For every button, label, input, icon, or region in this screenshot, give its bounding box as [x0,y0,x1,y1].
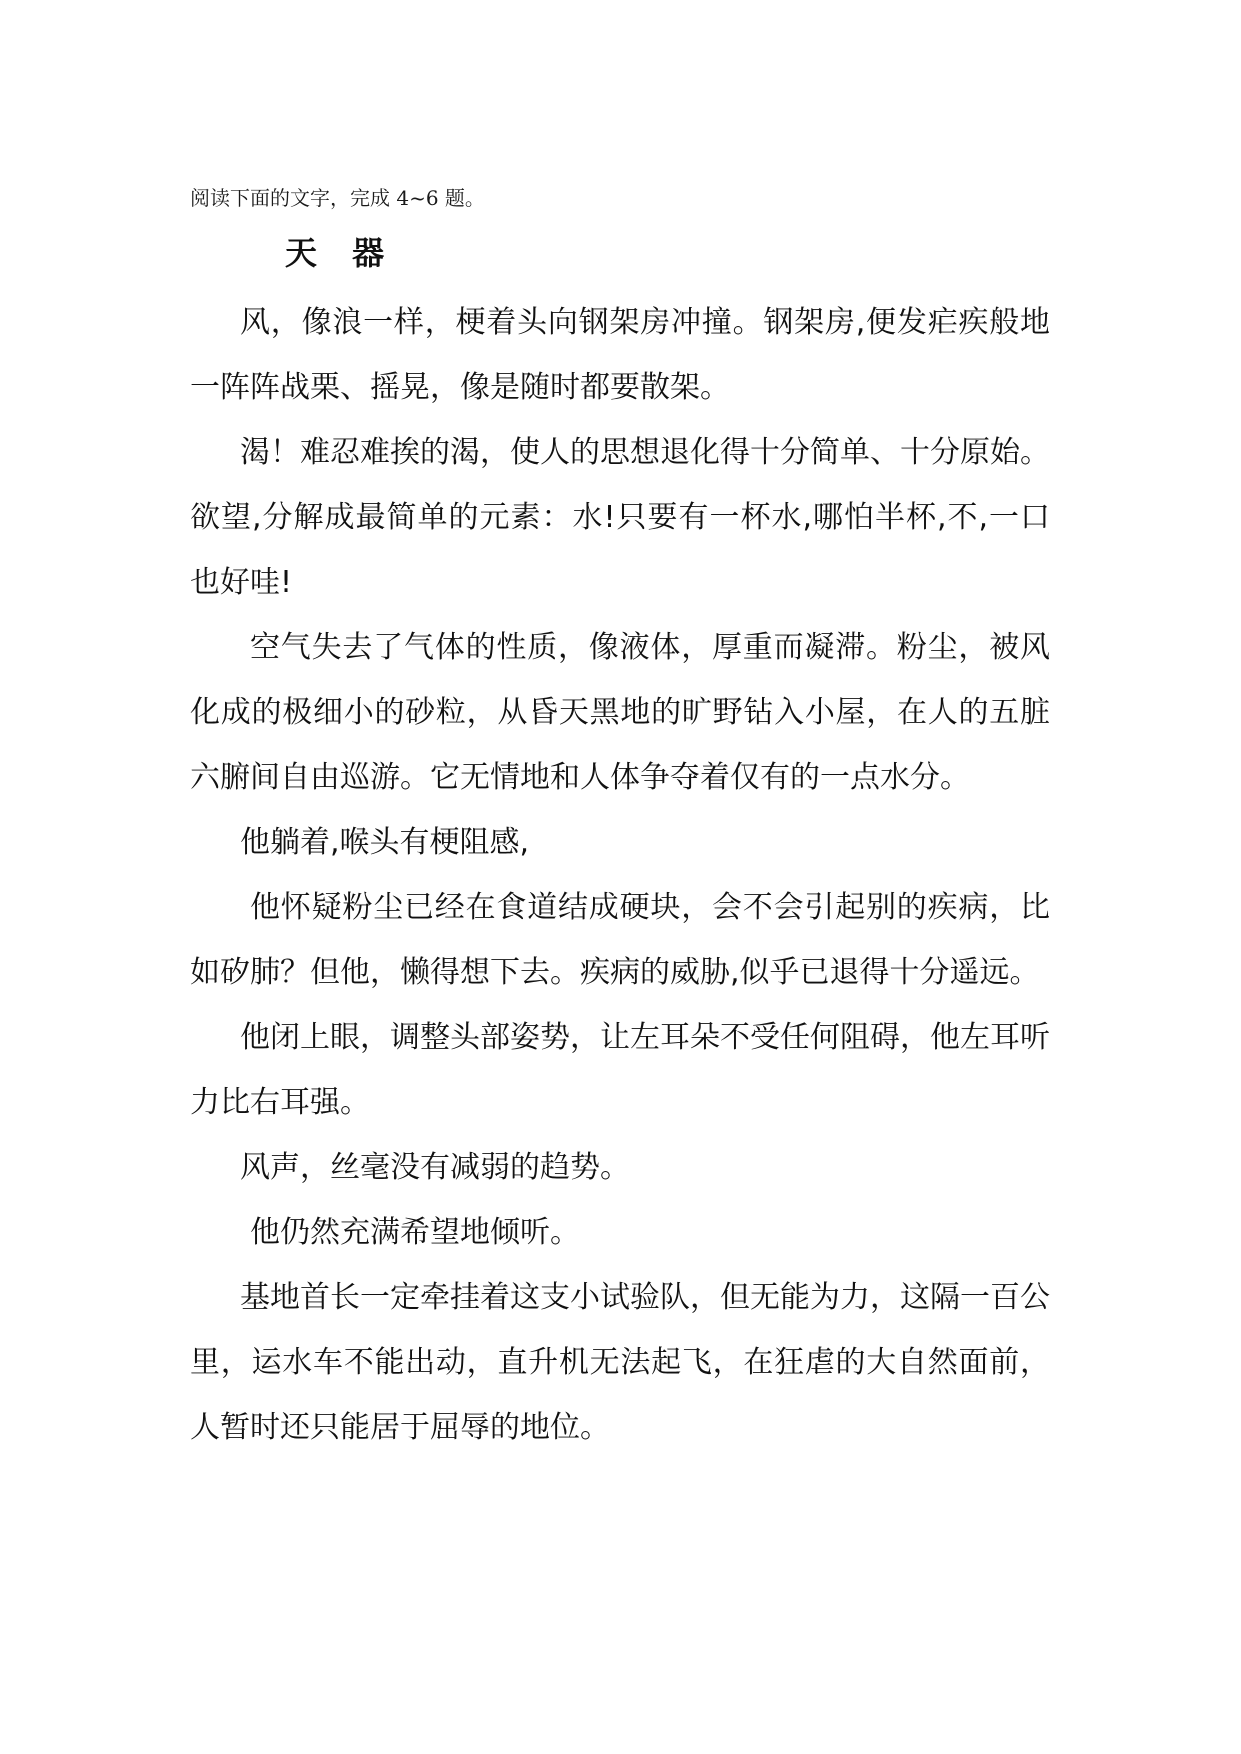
passage-body [190,290,1050,1460]
reading-instruction: 阅读下面的文字，完成 4~6 题。 [190,186,485,210]
paragraph: 空气失去了气体的性质，像液体，厚重而凝滞。粉尘，被风化成的极细小的砂粒，从昏天黑地的旷野钻入小屋，在人的五脏六腑间自由巡游。它无情地和人体争夺着仅有的一点水分。 [190,630,1050,795]
paragraph: 风，像浪一样，梗着头向钢架房冲撞。钢架房,便发疟疾般地一阵阵战栗、摇晃，像是随时都要散架。 [190,305,1050,405]
paragraph: 他仍然充满希望地倾听。 [250,1215,580,1250]
paragraph: 他躺着,喉头有梗阻感, [240,825,530,860]
paragraph: 他怀疑粉尘已经在食道结成硬块，会不会引起别的疾病，比如矽肺？但他，懒得想下去。疾病的威胁,似乎已退得十分遥远。 [190,890,1050,990]
paragraph: 渴！难忍难挨的渴，使人的思想退化得十分简单、十分原始。欲望,分解成最简单的元素：水!只要有一杯水,哪怕半杯,不,一口也好哇! [190,435,1050,600]
passage-title: 天 器 [285,234,397,272]
paragraph: 风声，丝毫没有减弱的趋势。 [240,1150,630,1185]
paragraph: 他闭上眼，调整头部姿势，让左耳朵不受任何阻碍，他左耳听力比右耳强。 [190,1020,1050,1120]
paragraph: 基地首长一定牵挂着这支小试验队，但无能为力，这隔一百公里，运水车不能出动，直升机无法起飞，在狂虐的大自然面前，人暂时还只能居于屈辱的地位。 [190,1280,1050,1445]
